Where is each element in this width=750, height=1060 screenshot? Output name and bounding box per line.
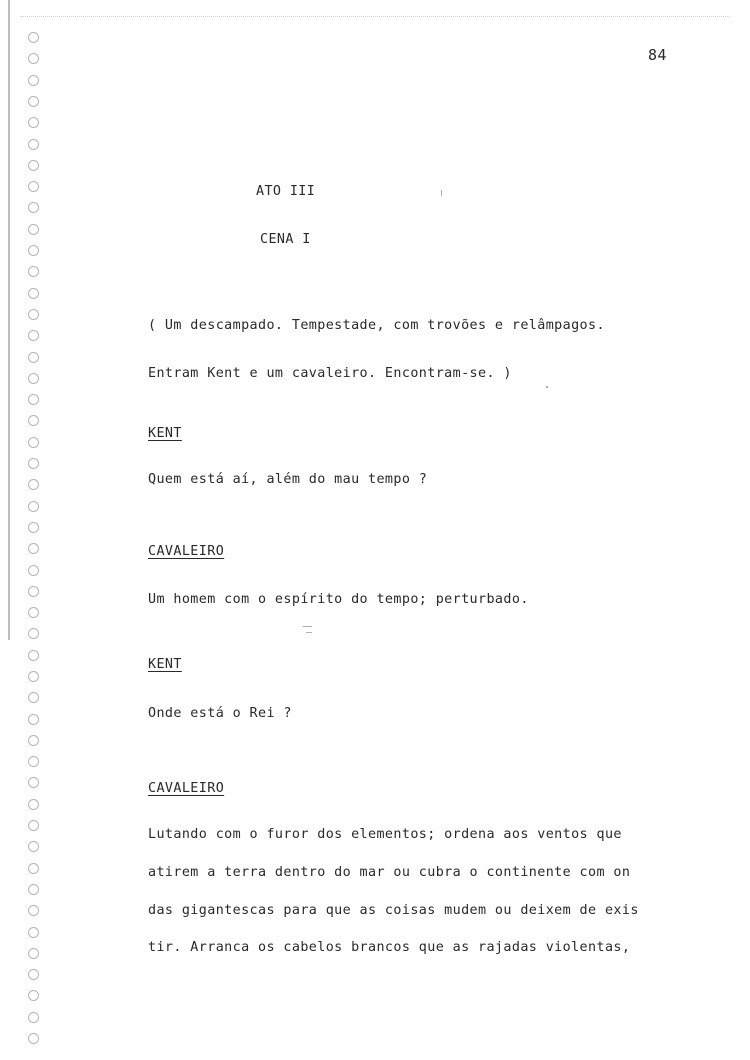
stage-direction-line: Entram Kent e um cavaleiro. Encontram-se. ) <box>148 366 512 381</box>
sprocket-hole <box>28 352 39 363</box>
sprocket-hole <box>28 458 39 469</box>
scan-speck <box>441 190 442 196</box>
sprocket-hole <box>28 650 39 661</box>
sprocket-hole <box>28 266 39 277</box>
speaker-name: CAVALEIRO <box>148 544 225 559</box>
sprocket-hole <box>28 607 39 618</box>
scan-speck <box>306 632 312 633</box>
sprocket-hole <box>28 437 39 448</box>
dialogue-line: atirem a terra dentro do mar ou cubra o continente com on <box>148 865 631 880</box>
sprocket-hole <box>28 756 39 767</box>
dialogue-line: das gigantescas para que as coisas mudem ou deixem de exis <box>148 903 639 918</box>
sprocket-hole <box>28 777 39 788</box>
sprocket-hole <box>28 245 39 256</box>
dialogue-line: Lutando com o furor dos elementos; ordena aos ventos que <box>148 827 622 842</box>
sprocket-hole <box>28 96 39 107</box>
scan-speck <box>303 626 312 627</box>
sprocket-hole <box>28 53 39 64</box>
sprocket-hole <box>28 884 39 895</box>
sprocket-hole <box>28 394 39 405</box>
speaker-name: CAVALEIRO <box>148 781 225 796</box>
sprocket-hole <box>28 160 39 171</box>
dialogue-line: Um homem com o espírito do tempo; perturbado. <box>148 592 529 607</box>
sprocket-hole <box>28 671 39 682</box>
sprocket-hole <box>28 330 39 341</box>
sprocket-hole <box>28 799 39 810</box>
sprocket-hole <box>28 927 39 938</box>
sprocket-hole <box>28 522 39 533</box>
sprocket-hole <box>28 735 39 746</box>
dialogue-line: Onde está o Rei ? <box>148 706 292 721</box>
sprocket-hole <box>28 288 39 299</box>
dialogue-line: Quem está aí, além do mau tempo ? <box>148 472 428 487</box>
scene-heading: CENA I <box>260 232 311 247</box>
sprocket-hole <box>28 479 39 490</box>
sprocket-hole <box>28 117 39 128</box>
sprocket-hole <box>28 224 39 235</box>
sprocket-hole <box>28 1012 39 1023</box>
perforation-line <box>20 16 730 17</box>
sprocket-hole <box>28 714 39 725</box>
sprocket-hole <box>28 586 39 597</box>
sprocket-hole <box>28 1033 39 1044</box>
sprocket-hole <box>28 841 39 852</box>
speaker-name: KENT <box>148 657 182 672</box>
sprocket-hole <box>28 905 39 916</box>
sprocket-hole <box>28 181 39 192</box>
sprocket-holes <box>28 0 48 1060</box>
sprocket-hole <box>28 75 39 86</box>
sprocket-hole <box>28 415 39 426</box>
speaker-name: KENT <box>148 426 182 441</box>
stage-direction-line: ( Um descampado. Tempestade, com trovões e relâmpagos. <box>148 318 605 333</box>
sprocket-hole <box>28 373 39 384</box>
margin-rule <box>8 0 10 640</box>
sprocket-hole <box>28 820 39 831</box>
sprocket-hole <box>28 565 39 576</box>
sprocket-hole <box>28 202 39 213</box>
sprocket-hole <box>28 628 39 639</box>
act-heading: ATO III <box>256 184 316 199</box>
sprocket-hole <box>28 139 39 150</box>
sprocket-hole <box>28 32 39 43</box>
sprocket-hole <box>28 990 39 1001</box>
page-number: 84 <box>648 46 667 64</box>
sprocket-hole <box>28 309 39 320</box>
sprocket-hole <box>28 543 39 554</box>
sprocket-hole <box>28 501 39 512</box>
sprocket-hole <box>28 969 39 980</box>
scan-speck <box>546 386 548 388</box>
sprocket-hole <box>28 863 39 874</box>
sprocket-hole <box>28 692 39 703</box>
sprocket-hole <box>28 948 39 959</box>
dialogue-line: tir. Arranca os cabelos brancos que as rajadas violentas, <box>148 940 631 955</box>
